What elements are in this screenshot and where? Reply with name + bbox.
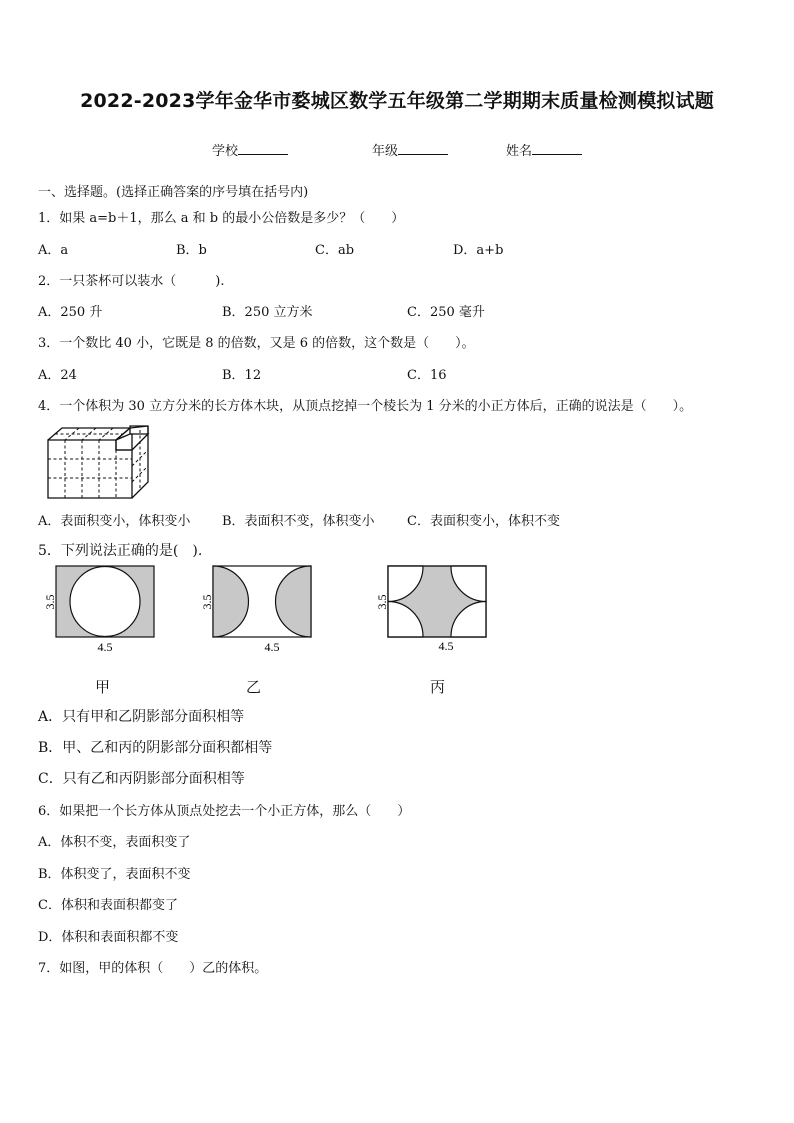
- question-7: 7．如图，甲的体积（ ）乙的体积。: [38, 961, 268, 976]
- question-1: 1．如果 a=b＋1，那么 a 和 b 的最小公倍数是多少？（ ）: [38, 211, 405, 226]
- q2-option-a: A．250 升: [38, 305, 103, 320]
- q1-option-d: D．a+b: [453, 243, 504, 258]
- name-blank: [532, 142, 582, 155]
- section-heading: 一、选择题。(选择正确答案的序号填在括号内): [38, 185, 309, 200]
- page-title: 2022-2023学年金华市婺城区数学五年级第二学期期末质量检测模拟试题: [80, 90, 714, 112]
- q6-option-d: D．体积和表面积都不变: [38, 930, 179, 945]
- q2-option-b: B．250 立方米: [222, 305, 313, 320]
- school-field: [212, 140, 288, 159]
- q5-option-b: B．甲、乙和丙的阴影部分面积都相等: [38, 740, 273, 756]
- q1-option-b: B．b: [176, 243, 207, 258]
- yi-side-label: 3.5: [200, 594, 214, 610]
- question-3: 3．一个数比 40 小，它既是 8 的倍数，又是 6 的倍数，这个数是（ ）。: [38, 336, 475, 351]
- q5-option-a: A．只有甲和乙阴影部分面积相等: [38, 709, 245, 725]
- q6-option-b: B．体积变了，表面积不变: [38, 867, 191, 882]
- caption-yi: 乙: [246, 678, 262, 696]
- q1-option-a: A．a: [38, 243, 69, 258]
- question-4: 4．一个体积为 30 立方分米的长方体木块，从顶点挖掉一个棱长为 1 分米的小正方体后，正确的说法是（ ）。: [38, 399, 693, 414]
- q6-option-a: A．体积不变，表面积变了: [38, 835, 191, 850]
- q3-option-b: B．12: [222, 368, 262, 383]
- q4-option-b: B．表面积不变，体积变小: [222, 514, 375, 529]
- q4-option-c: C．表面积变小，体积不变: [407, 514, 560, 529]
- question-5: 5．下列说法正确的是( ).: [38, 543, 203, 559]
- figure-bing: [368, 562, 498, 658]
- caption-bing: 丙: [430, 678, 446, 696]
- name-field: [506, 140, 582, 159]
- question-2: 2．一只茶杯可以装水（ ).: [38, 274, 225, 289]
- bing-side-label: 3.5: [375, 594, 389, 610]
- yi-bottom-label: 4.5: [264, 640, 280, 654]
- question-6: 6．如果把一个长方体从顶点处挖去一个小正方体，那么（ ）: [38, 804, 411, 819]
- grade-field: [372, 140, 448, 159]
- jia-side-label: 3.5: [43, 594, 57, 610]
- figure-jia: [36, 562, 166, 658]
- q2-option-c: C．250 毫升: [407, 305, 485, 320]
- grade-blank: [398, 142, 448, 155]
- q4-option-a: A．表面积变小，体积变小: [38, 514, 191, 529]
- grade-label: 年级: [372, 144, 399, 159]
- q3-option-a: A．24: [38, 368, 77, 383]
- q3-option-c: C．16: [407, 368, 447, 383]
- q6-option-c: C．体积和表面积都变了: [38, 898, 178, 913]
- q1-option-c: C．ab: [315, 243, 355, 258]
- bing-bottom-label: 4.5: [438, 639, 454, 653]
- name-label: 姓名: [506, 144, 533, 159]
- school-blank: [238, 142, 288, 155]
- jia-bottom-label: 4.5: [97, 640, 113, 654]
- q5-option-c: C．只有乙和丙阴影部分面积相等: [38, 771, 245, 787]
- figure-yi: [193, 562, 323, 658]
- school-label: 学校: [212, 144, 239, 159]
- cuboid-figure: [44, 422, 156, 502]
- caption-jia: 甲: [95, 678, 111, 696]
